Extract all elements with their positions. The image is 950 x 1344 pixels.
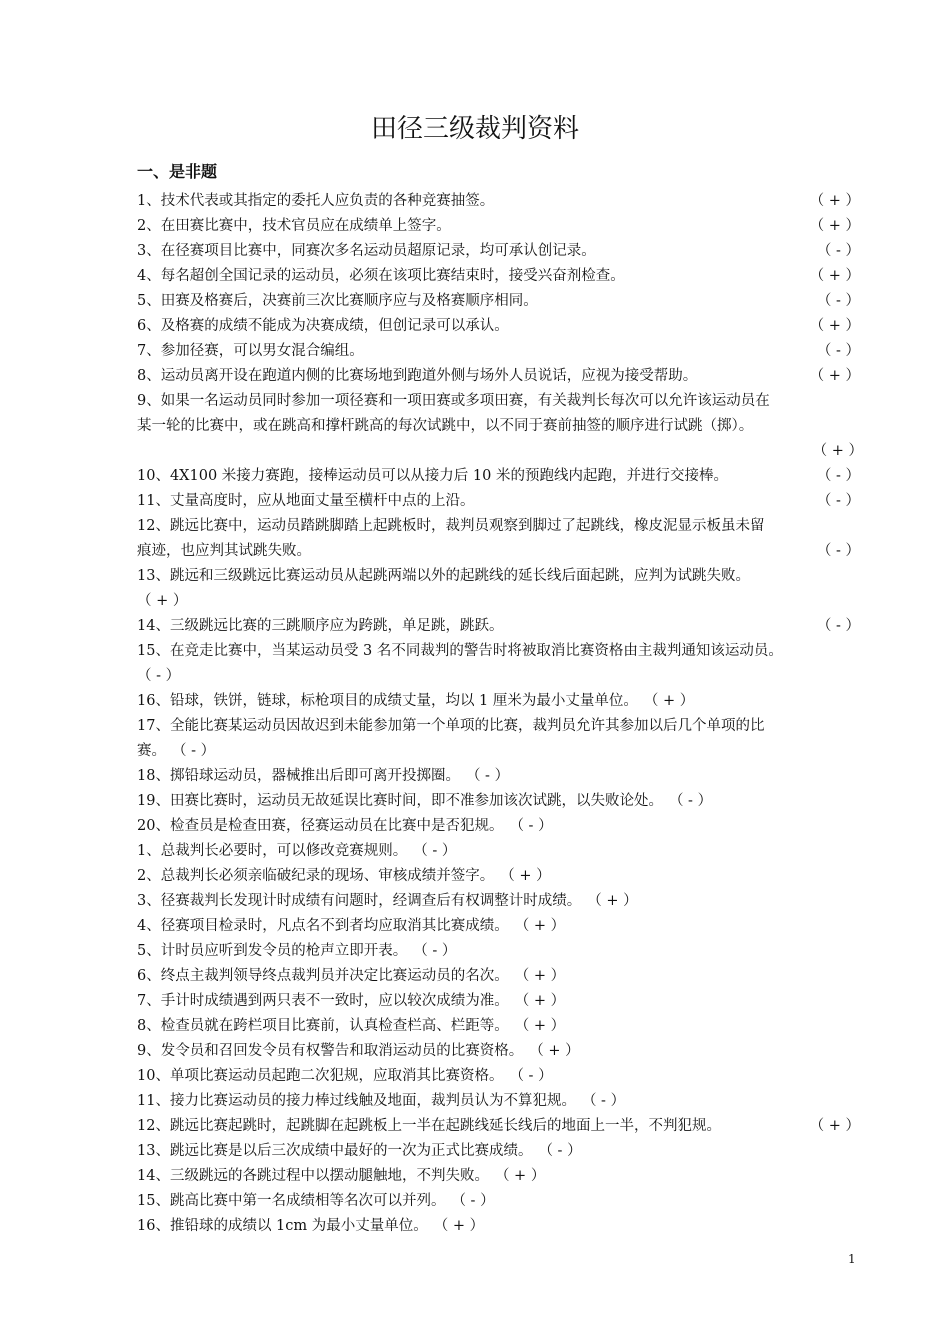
question-line — [137, 514, 863, 539]
question-line — [137, 214, 863, 239]
answer-mark: （ + ） — [514, 968, 566, 984]
question-text: 4、每名超创全国记录的运动员，必须在该项比赛结束时，接受兴奋剂检查。 — [137, 268, 625, 284]
answer-mark: （ - ） — [668, 793, 713, 809]
question-text: 赛。 — [137, 743, 166, 759]
question-line — [137, 1139, 863, 1164]
answer-mark: （ - ） — [816, 493, 860, 509]
question-line — [137, 439, 863, 464]
question-text: 痕迹，也应判其试跳失败。 — [137, 543, 311, 559]
question-text: 13、跳远和三级跳远比赛运动员从起跳两端以外的起跳线的延长线后面起跳，应判为试跳失败。 — [137, 568, 750, 584]
answer-mark: （ - ） — [816, 468, 860, 484]
answer-mark: （ + ） — [809, 368, 860, 384]
answer-mark: （ + ） — [514, 1018, 566, 1034]
question-line — [137, 889, 863, 914]
answer-mark: （ - ） — [413, 943, 457, 959]
section-heading: 一、是非题 — [137, 162, 218, 181]
question-list — [137, 189, 863, 1239]
question-text: 7、手计时成绩遇到两只表不一致时，应以较次成绩为准。 — [137, 993, 509, 1009]
question-line — [137, 289, 863, 314]
question-line — [137, 1064, 863, 1089]
question-text: 2、在田赛比赛中，技术官员应在成绩单上签字。 — [137, 218, 451, 234]
question-line — [137, 989, 863, 1014]
question-text: 7、参加径赛，可以男女混合编组。 — [137, 343, 364, 359]
question-text: （ + ） — [137, 593, 188, 609]
question-line — [137, 814, 863, 839]
question-line — [137, 1039, 863, 1064]
question-line — [137, 389, 863, 414]
question-text: 3、在径赛项目比赛中，同赛次多名运动员超原记录，均可承认创记录。 — [137, 243, 596, 259]
page-number: 1 — [848, 1252, 856, 1266]
answer-mark: （ + ） — [433, 1218, 485, 1234]
answer-mark: （ + ） — [587, 893, 638, 909]
question-line — [137, 189, 863, 214]
question-text: 12、跳远比赛中，运动员踏跳脚踏上起跳板时，裁判员观察到脚过了起跳线，橡皮泥显示板虽未留 — [137, 518, 765, 534]
question-text: 13、跳远比赛是以后三次成绩中最好的一次为正式比赛成绩。 — [137, 1143, 533, 1159]
question-text: 5、田赛及格赛后，决赛前三次比赛顺序应与及格赛顺序相同。 — [137, 293, 538, 309]
question-line — [137, 664, 863, 689]
question-text: 11、接力比赛运动员的接力棒过线触及地面，裁判员认为不算犯规。 — [137, 1093, 576, 1109]
question-text: 2、总裁判长必须亲临破纪录的现场、审核成绩并签字。 — [137, 868, 495, 884]
question-line — [137, 789, 863, 814]
question-line — [137, 1164, 863, 1189]
question-text: 19、田赛比赛时，运动员无故延误比赛时间，即不准参加该次试跳，以失败论处。 — [137, 793, 663, 809]
question-line — [137, 839, 863, 864]
answer-mark: （ - ） — [816, 543, 860, 559]
question-line — [137, 489, 863, 514]
question-line — [137, 939, 863, 964]
answer-mark: （ - ） — [509, 818, 553, 834]
question-text: 1、技术代表或其指定的委托人应负责的各种竞赛抽签。 — [137, 193, 495, 209]
question-line — [137, 864, 863, 889]
question-line — [137, 364, 863, 389]
answer-mark: （ - ） — [465, 768, 510, 784]
question-line — [137, 414, 863, 439]
answer-mark: （ - ） — [509, 1068, 553, 1084]
answer-mark: （ - ） — [816, 618, 860, 634]
question-text: 6、终点主裁判领导终点裁判员并决定比赛运动员的名次。 — [137, 968, 509, 984]
answer-mark: （ + ） — [809, 268, 860, 284]
question-text: 15、在竞走比赛中，当某运动员受 3 名不同裁判的警告时将被取消比赛资格由主裁判通知该运动员。 — [137, 643, 783, 659]
answer-mark: （ + ） — [643, 693, 695, 709]
question-line — [137, 739, 863, 764]
answer-mark: （ + ） — [500, 868, 551, 884]
question-text: 8、运动员离开设在跑道内侧的比赛场地到跑道外侧与场外人员说话，应视为接受帮助。 — [137, 368, 698, 384]
question-text: 16、推铅球的成绩以 1cm 为最小丈量单位。 — [137, 1218, 428, 1234]
question-text: 18、掷铅球运动员，器械推出后即可离开投掷圈。 — [137, 768, 460, 784]
question-text: 15、跳高比赛中第一名成绩相等名次可以并列。 — [137, 1193, 446, 1209]
question-line — [137, 639, 863, 664]
question-text: 4、径赛项目检录时，凡点名不到者均应取消其比赛成绩。 — [137, 918, 509, 934]
question-text: 10、单项比赛运动员起跑二次犯规，应取消其比赛资格。 — [137, 1068, 504, 1084]
answer-mark: （ - ） — [816, 243, 860, 259]
question-text: 14、三级跳远比赛的三跳顺序应为跨跳，单足跳，跳跃。 — [137, 618, 504, 634]
question-line — [137, 714, 863, 739]
answer-mark: （ - ） — [451, 1193, 495, 1209]
question-line — [137, 914, 863, 939]
question-text: 11、丈量高度时，应从地面丈量至横杆中点的上沿。 — [137, 493, 475, 509]
answer-mark: （ + ） — [809, 318, 860, 334]
answer-mark: （ - ） — [538, 1143, 582, 1159]
answer-mark: （ + ） — [494, 1168, 546, 1184]
question-text: 9、如果一名运动员同时参加一项径赛和一项田赛或多项田赛，有关裁判长每次可以允许该运动员在 — [137, 393, 770, 409]
question-line — [137, 564, 863, 589]
question-line — [137, 614, 863, 639]
question-line — [137, 1189, 863, 1214]
question-text: 20、检查员是检查田赛，径赛运动员在比赛中是否犯规。 — [137, 818, 504, 834]
question-text: 10、4X100 米接力赛跑，接棒运动员可以从接力后 10 米的预跑线内起跑，并进行交接棒。 — [137, 468, 728, 484]
answer-mark: （ + ） — [812, 443, 863, 459]
answer-mark: （ + ） — [529, 1043, 580, 1059]
question-text: 6、及格赛的成绩不能成为决赛成绩，但创记录可以承认。 — [137, 318, 509, 334]
question-text: 3、径赛裁判长发现计时成绩有问题时，经调查后有权调整计时成绩。 — [137, 893, 582, 909]
answer-mark: （ + ） — [514, 918, 566, 934]
question-line — [137, 1014, 863, 1039]
question-line — [137, 689, 863, 714]
answer-mark: （ + ） — [809, 218, 860, 234]
question-line — [137, 239, 863, 264]
answer-mark: （ + ） — [514, 993, 566, 1009]
question-line — [137, 264, 863, 289]
answer-mark: （ - ） — [816, 343, 860, 359]
question-line — [137, 339, 863, 364]
answer-mark: （ - ） — [172, 743, 216, 759]
answer-mark: （ - ） — [581, 1093, 626, 1109]
question-line — [137, 1089, 863, 1114]
question-text: 某一轮的比赛中，或在跳高和撑杆跳高的每次试跳中，以不同于赛前抽签的顺序进行试跳（掷）。 — [137, 418, 754, 434]
question-line — [137, 539, 863, 564]
answer-mark: （ - ） — [816, 293, 860, 309]
answer-mark: （ - ） — [413, 843, 457, 859]
answer-mark: （ + ） — [809, 1118, 860, 1134]
question-line — [137, 1214, 863, 1239]
question-line — [137, 764, 863, 789]
question-text: 5、计时员应听到发令员的枪声立即开表。 — [137, 943, 408, 959]
question-text: 12、跳远比赛起跳时，起跳脚在起跳板上一半在起跳线延长线后的地面上一半，不判犯规。 — [137, 1118, 721, 1134]
page-title: 田径三级裁判资料 — [370, 114, 579, 144]
question-text: 16、铅球，铁饼，链球，标枪项目的成绩丈量，均以 1 厘米为最小丈量单位。 — [137, 693, 638, 709]
question-text: 8、检查员就在跨栏项目比赛前，认真检查栏高、栏距等。 — [137, 1018, 509, 1034]
question-line — [137, 464, 863, 489]
question-line — [137, 1114, 863, 1139]
question-text: （ - ） — [137, 668, 181, 684]
question-text: 14、三级跳远的各跳过程中以摆动腿触地，不判失败。 — [137, 1168, 489, 1184]
answer-mark: （ + ） — [809, 193, 860, 209]
question-text: 9、发令员和召回发令员有权警告和取消运动员的比赛资格。 — [137, 1043, 524, 1059]
question-line — [137, 964, 863, 989]
question-text: 17、全能比赛某运动员因故迟到未能参加第一个单项的比赛，裁判员允许其参加以后几个单项的比 — [137, 718, 765, 734]
question-line — [137, 589, 863, 614]
question-text: 1、总裁判长必要时，可以修改竞赛规则。 — [137, 843, 408, 859]
question-line — [137, 314, 863, 339]
